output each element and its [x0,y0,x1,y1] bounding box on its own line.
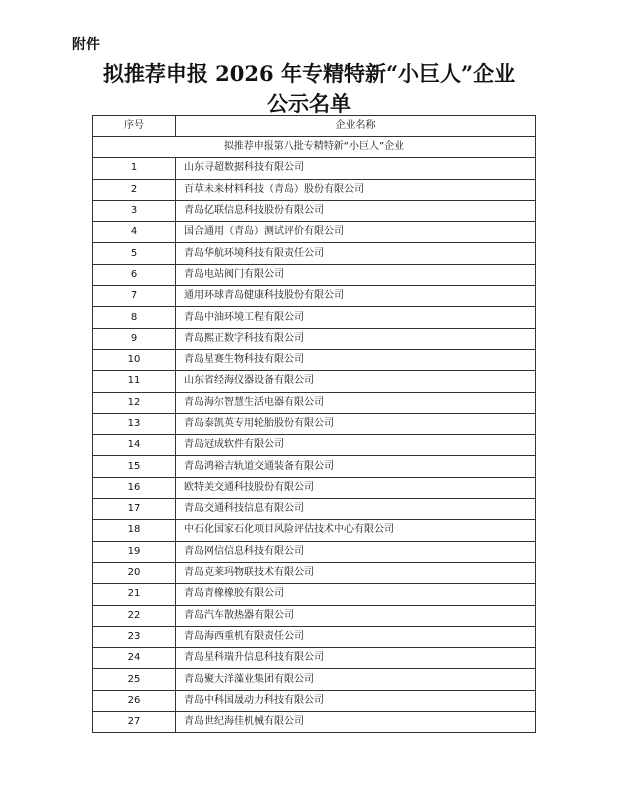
table-row [93,626,536,647]
row-number: 13 [93,413,176,434]
row-number: 21 [93,584,176,605]
enterprise-name: 青岛泰凯英专用轮胎股份有限公司 [176,413,536,434]
enterprise-table [92,115,536,733]
row-number: 16 [93,477,176,498]
row-number: 5 [93,243,176,264]
row-number: 7 [93,286,176,307]
enterprise-name: 青岛网信信息科技有限公司 [176,541,536,562]
enterprise-name: 青岛亿联信息科技股份有限公司 [176,200,536,221]
enterprise-name: 山东省经海仪器设备有限公司 [176,371,536,392]
row-number: 4 [93,222,176,243]
enterprise-name: 青岛世纪海佳机械有限公司 [176,712,536,733]
enterprise-name: 青岛汽车散热器有限公司 [176,605,536,626]
table-row [93,413,536,434]
table-row [93,584,536,605]
table-row [93,712,536,733]
enterprise-name: 山东寻超数据科技有限公司 [176,158,536,179]
table-row [93,328,536,349]
table-row [93,243,536,264]
row-number: 23 [93,626,176,647]
table-row [93,520,536,541]
table-row [93,477,536,498]
enterprise-name: 青岛中油环境工程有限公司 [176,307,536,328]
enterprise-name: 青岛冠成软件有限公司 [176,435,536,456]
table-row [93,264,536,285]
row-number: 24 [93,648,176,669]
row-number: 15 [93,456,176,477]
enterprise-name: 青岛海尔智慧生活电器有限公司 [176,392,536,413]
row-number: 12 [93,392,176,413]
table-row [93,179,536,200]
row-number: 17 [93,499,176,520]
row-number: 10 [93,349,176,370]
enterprise-name: 青岛青橡橡胶有限公司 [176,584,536,605]
table-row [93,392,536,413]
enterprise-name: 中石化国家石化项目风险评估技术中心有限公司 [176,520,536,541]
section-label: 拟推荐申报第八批专精特新“小巨人”企业 [93,137,536,158]
row-number: 19 [93,541,176,562]
row-number: 18 [93,520,176,541]
row-number: 9 [93,328,176,349]
document-subtitle: 公示名单 [267,91,351,116]
row-number: 2 [93,179,176,200]
enterprise-name: 欧特美交通科技股份有限公司 [176,477,536,498]
row-number: 6 [93,264,176,285]
table-row [93,286,536,307]
table-row [93,158,536,179]
table-row [93,605,536,626]
table-row [93,648,536,669]
enterprise-name: 青岛星赛生物科技有限公司 [176,349,536,370]
enterprise-name: 青岛鸿裕吉轨道交通装备有限公司 [176,456,536,477]
row-number: 26 [93,690,176,711]
enterprise-name: 青岛克莱玛物联技术有限公司 [176,562,536,583]
column-header-number: 序号 [93,116,176,137]
enterprise-name: 青岛交通科技信息有限公司 [176,499,536,520]
table-row [93,200,536,221]
enterprise-name: 青岛聚大洋藻业集团有限公司 [176,669,536,690]
table-row [93,349,536,370]
table-row [93,435,536,456]
table-row [93,307,536,328]
row-number: 14 [93,435,176,456]
table-row [93,690,536,711]
enterprise-name: 国合通用（青岛）测试评价有限公司 [176,222,536,243]
column-header-name: 企业名称 [176,116,536,137]
table-row [93,499,536,520]
table-row [93,371,536,392]
table-row [93,562,536,583]
enterprise-name: 通用环球青岛健康科技股份有限公司 [176,286,536,307]
row-number: 1 [93,158,176,179]
enterprise-name: 青岛熙正数字科技有限公司 [176,328,536,349]
table-row [93,541,536,562]
enterprise-name: 青岛星科瑞升信息科技有限公司 [176,648,536,669]
section-row [93,137,536,158]
table-row [93,669,536,690]
row-number: 25 [93,669,176,690]
table-header-row [93,116,536,137]
document-title: 拟推荐申报 2026 年专精特新“小巨人”企业 [102,61,516,86]
enterprise-name: 青岛中科国晟动力科技有限公司 [176,690,536,711]
enterprise-name: 百草未来材料科技（青岛）股份有限公司 [176,179,536,200]
row-number: 20 [93,562,176,583]
row-number: 3 [93,200,176,221]
table-row [93,456,536,477]
enterprise-name: 青岛华航环境科技有限责任公司 [176,243,536,264]
enterprise-name: 青岛海西重机有限责任公司 [176,626,536,647]
row-number: 8 [93,307,176,328]
attachment-label: 附件 [72,37,100,53]
row-number: 11 [93,371,176,392]
row-number: 27 [93,712,176,733]
table-row [93,222,536,243]
enterprise-name: 青岛电站阀门有限公司 [176,264,536,285]
row-number: 22 [93,605,176,626]
